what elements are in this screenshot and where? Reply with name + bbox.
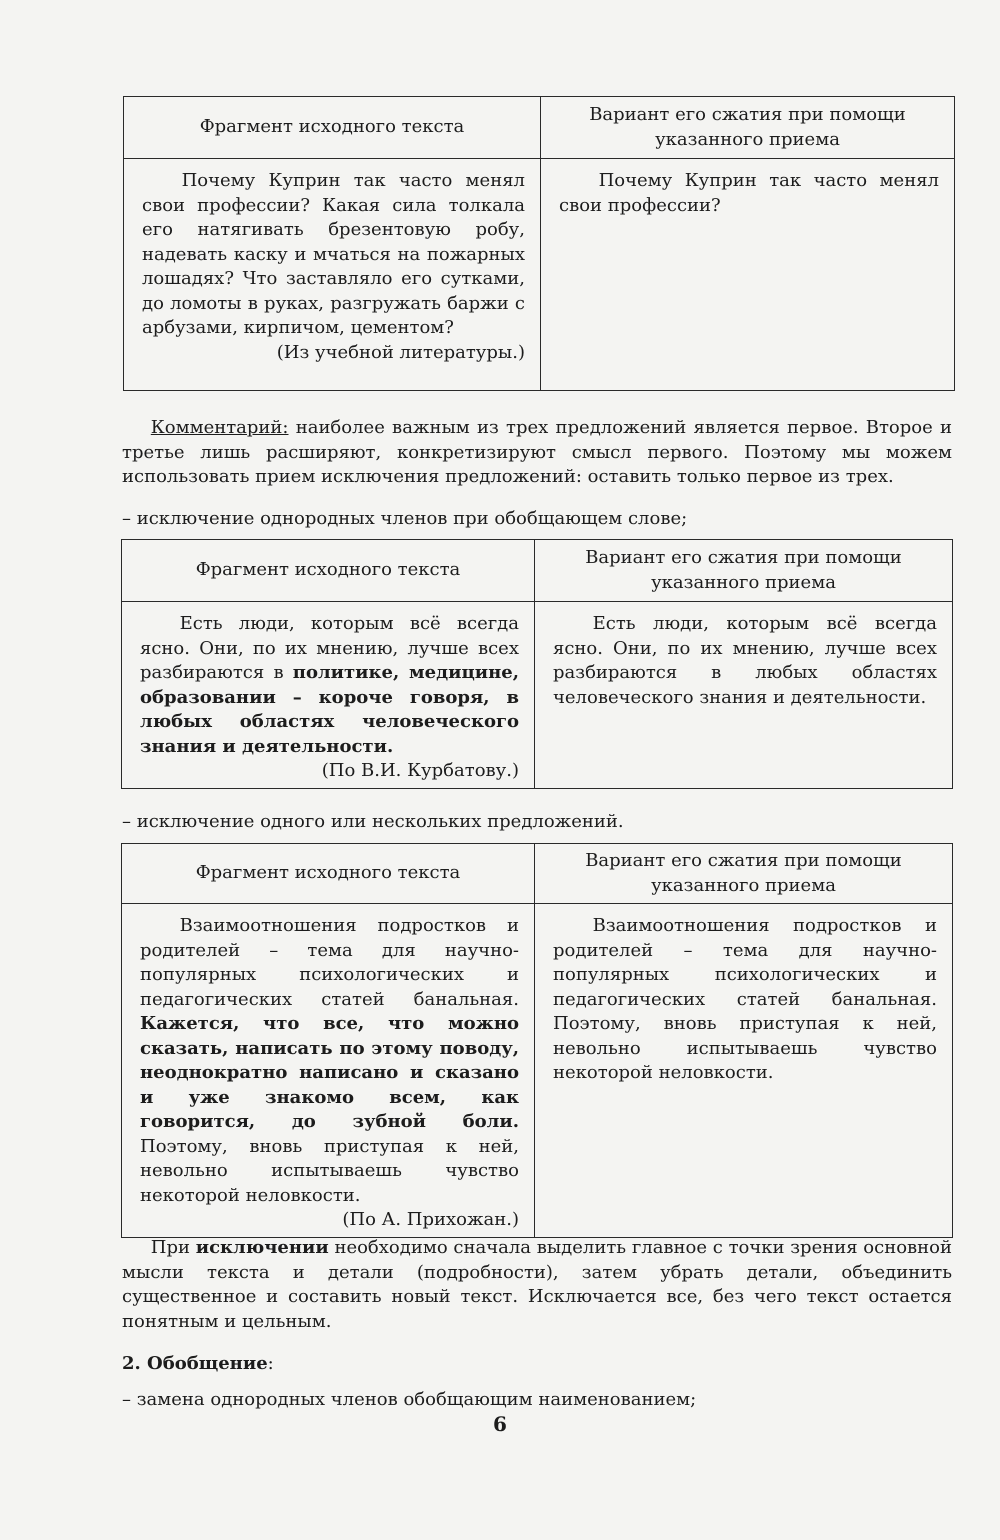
source-attribution: (Из учебной литературы.): [276, 341, 525, 363]
exclusion-paragraph: При исключении необходимо сначала выделить главное с точки зрения основной мысли текста и детали (подробности), затем убрать детали, объединить существенное и составить новый текст. Исключается все, без чего текст остается понятным и цельным.: [122, 1237, 953, 1332]
list-item-homogeneous: – исключение однородных членов при обобщающем слове;: [122, 508, 688, 529]
source-attribution: (По В.И. Курбатову.): [321, 760, 519, 781]
exclusion-term: исключении: [195, 1237, 329, 1258]
compressed-variant-cell: [535, 904, 953, 1238]
comment-label: Комментарий:: [150, 417, 289, 438]
table-header-variant: Вариант его сжатия при помощи указанного приема: [535, 540, 953, 602]
page-number: 6: [493, 1412, 507, 1436]
compressed-variant-cell: [541, 159, 955, 391]
compressed-variant-text: Есть люди, которым всё всегда ясно. Они, по их мнению, лучше всех разбираются в любых областях человеческого знания и деятельности.: [553, 613, 937, 708]
source-fragment-text: Почему Куприн так часто менял свои профессии? Какая сила толкала его натягивать брезентовую робу, надевать каску и мчаться на пожарных лошадях? Что заставляло его сутками, до ломоты в руках, разгружать баржи с арбузами, кирпичом, цементом?: [142, 170, 525, 338]
source-fragment-cell: [124, 159, 541, 391]
compression-table-2: [121, 539, 953, 789]
table-header-source: Фрагмент исходного текста: [122, 540, 535, 602]
comment-paragraph: Комментарий: наиболее важным из трех предложений является первое. Второе и третье лишь расширяют, конкретизируют смысл первого. Поэтому мы можем использовать прием исключения предложений: оставить только первое из трех.: [122, 417, 952, 487]
table-header-variant: Вариант его сжатия при помощи указанного приема: [541, 97, 955, 159]
source-fragment-cell: [122, 602, 535, 789]
list-item-generalization: – замена однородных членов обобщающим наименованием;: [122, 1389, 697, 1410]
table-header-source: Фрагмент исходного текста: [122, 844, 535, 904]
highlighted-text: Кажется, что все, что можно сказать, написать по этому поводу, неоднократно написано и сказано и уже знакомо всем, как говорится, до зубной боли.: [140, 1013, 519, 1132]
compressed-variant-cell: [535, 602, 953, 789]
compressed-variant-text: Почему Куприн так часто менял свои профессии?: [559, 170, 939, 216]
compression-table-3: [121, 843, 953, 1238]
source-fragment-text: Взаимоотношения подростков и родителей – тема для научно-популярных психологических и педагогических статей банальная. Кажется, что все, что можно сказать, написать по этому поводу, неоднократно написано и сказано и уже знакомо всем, как говорится, до зубной боли. Поэтому, вновь приступая к ней, невольно испытываешь чувство некоторой неловкости.: [140, 915, 519, 1206]
table-header-source: Фрагмент исходного текста: [124, 97, 541, 159]
compression-table-1: [123, 96, 955, 391]
source-attribution: (По А. Прихожан.): [342, 1209, 519, 1230]
source-fragment-cell: [122, 904, 535, 1238]
source-fragment-text: Есть люди, которым всё всегда ясно. Они, по их мнению, лучше всех разбираются в политике, медицине, образовании – короче говоря, в любых областях человеческого знания и деятельности.: [140, 613, 519, 757]
table-header-variant: Вариант его сжатия при помощи указанного приема: [535, 844, 953, 904]
section-heading: 2. Обобщение:: [122, 1353, 274, 1374]
list-item-sentences: – исключение одного или нескольких предложений.: [122, 811, 624, 832]
highlighted-text: политике, медицине, образовании – короче говоря, в любых областях человеческого знания и деятельности.: [140, 662, 519, 757]
compressed-variant-text: Взаимоотношения подростков и родителей – тема для научно-популярных психологических и педагогических статей банальная. Поэтому, вновь приступая к ней, невольно испытываешь чувство некоторой неловкости.: [553, 915, 937, 1083]
